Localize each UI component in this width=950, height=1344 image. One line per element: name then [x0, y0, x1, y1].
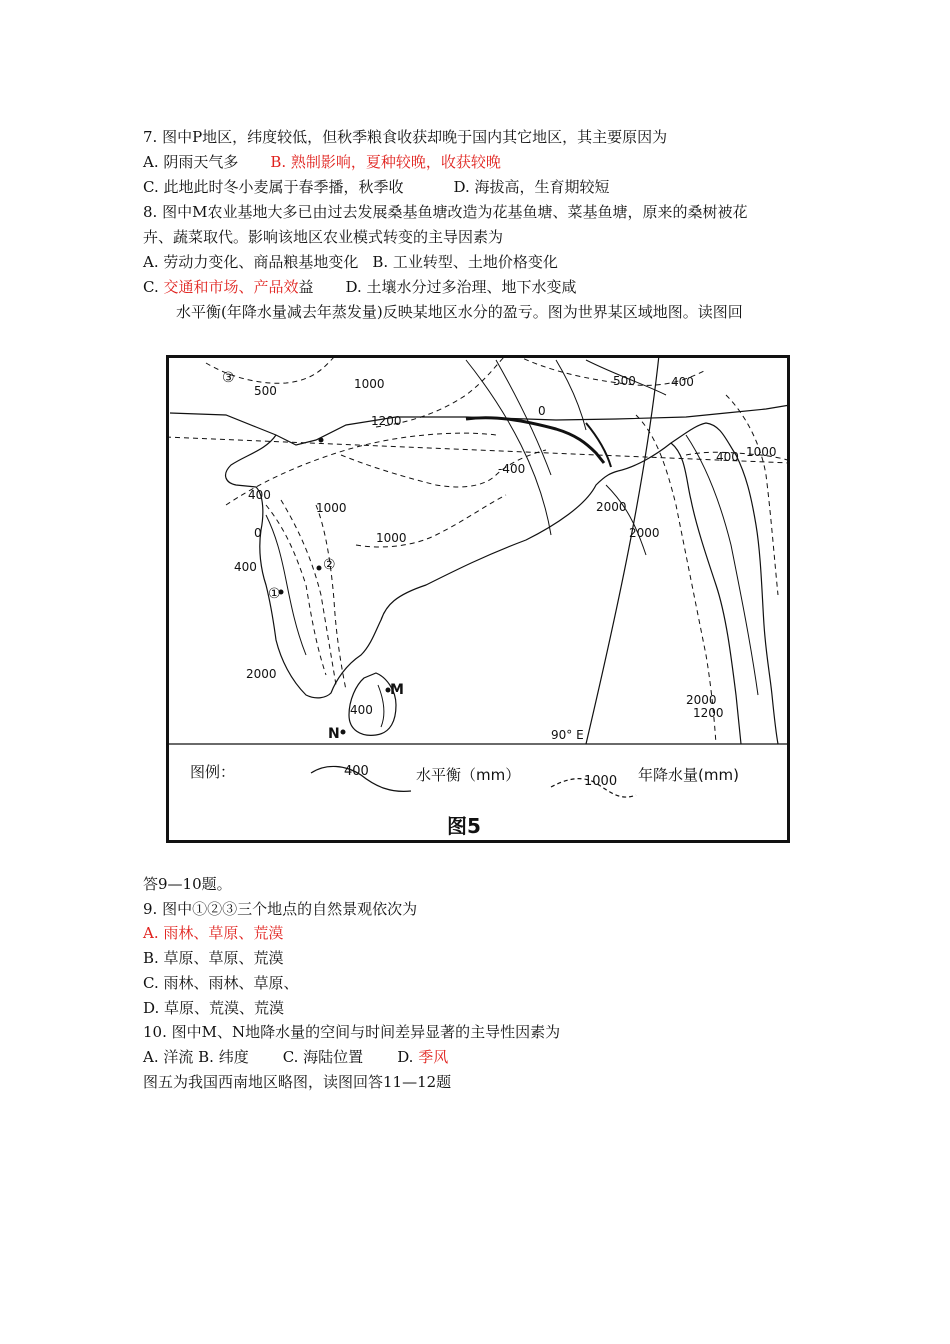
site-1-label: ① — [268, 586, 281, 602]
legend-line-value: 400 — [344, 764, 369, 779]
q9-option-b: B. 草原、草原、荒漠 — [143, 949, 284, 967]
q8-option-c-tail: 益 — [298, 278, 314, 296]
q8-option-c-answer: 交通和市场、产品效 — [163, 278, 299, 296]
label-400-d: 400 — [234, 560, 257, 574]
legend-title: 图例： — [190, 763, 236, 781]
label-1000-a: 1000 — [354, 377, 385, 391]
label-400-c: 400 — [248, 488, 271, 502]
legend-line-label: 水平衡（mm） — [416, 766, 521, 784]
label-400-a: 400 — [671, 375, 694, 389]
q10-option-d-answer: 季风 — [418, 1048, 449, 1066]
q10-options-ab: A. 洋流 B. 纬度 — [143, 1048, 249, 1066]
label-2000-d: 2000 — [686, 693, 717, 707]
figure-intro-line2: 答9—10题。 — [143, 875, 232, 893]
q7-options-row1 — [143, 152, 501, 172]
label-1200-b: 1200 — [693, 706, 724, 720]
q7-options-row2 — [143, 177, 610, 197]
label-1000-c: 1000 — [316, 501, 347, 515]
q9-option-a: A. 雨林、草原、荒漠 — [143, 924, 284, 942]
label-2000-a: 2000 — [596, 500, 627, 514]
legend-dash-label: 年降水量(mm) — [638, 766, 739, 784]
q8-option-b: B. 工业转型、土地价格变化 — [372, 253, 558, 271]
label-500-a: 500 — [254, 384, 277, 398]
q8-stem-line1: 8. 图中M农业基地大多已由过去发展桑基鱼塘改造为花基鱼塘、菜基鱼塘，原来的桑树被花 — [143, 203, 748, 221]
label-2000-c: 2000 — [246, 667, 277, 681]
map-svg — [166, 355, 790, 843]
site-2-label: ② — [323, 557, 336, 573]
site-n-label: N — [328, 726, 340, 742]
label-500-b: 500 — [613, 374, 636, 388]
q9-option-d: D. 草原、荒漠、荒漠 — [143, 999, 285, 1017]
map-figure — [166, 355, 790, 843]
q8-options-row1 — [143, 252, 558, 272]
q7-stem: 7. 图中P地区，纬度较低，但秋季粮食收获却晚于国内其它地区，其主要原因为 — [143, 128, 668, 146]
q8-option-c-prefix: C. — [143, 278, 159, 296]
q10-option-d-prefix: D. — [397, 1048, 414, 1066]
q7-option-d: D. 海拔高，生育期较短 — [453, 178, 610, 196]
q8-stem-line2: 卉、蔬菜取代。影响该地区农业模式转变的主导因素为 — [143, 228, 504, 246]
label-0: 0 — [538, 404, 546, 418]
legend-dash-value: 1000 — [584, 774, 618, 789]
figure-caption: 图5 — [447, 814, 481, 838]
label-0-b: 0 — [254, 526, 262, 540]
label-400-b: 400 — [716, 450, 739, 464]
q7-option-b: B. 熟制影响，夏种较晚，收获较晚 — [270, 153, 501, 171]
q9-stem: 9. 图中①②③三个地点的自然景观依次为 — [143, 900, 418, 918]
label-1000-d: 1000 — [376, 531, 407, 545]
next-section-intro: 图五为我国西南地区略图，读图回答11—12题 — [143, 1073, 452, 1091]
q8-option-d: D. 土壤水分过多治理、地下水变咸 — [345, 278, 577, 296]
label-2000-b: 2000 — [629, 526, 660, 540]
site-m-label: M — [390, 682, 404, 698]
label-1200: 1200 — [371, 414, 402, 428]
q8-options-row2 — [143, 277, 577, 297]
q7-option-c: C. 此地此时冬小麦属于春季播，秋季收 — [143, 178, 404, 196]
label-neg400: -400 — [498, 462, 526, 476]
q7-option-a: A. 阴雨天气多 — [143, 153, 239, 171]
q10-option-c: C. 海陆位置 — [282, 1048, 364, 1066]
q8-option-a: A. 劳动力变化、商品粮基地变化 — [143, 253, 359, 271]
q9-option-c: C. 雨林、雨林、草原、 — [143, 974, 299, 992]
site-3-label: ③ — [222, 370, 235, 386]
q10-stem: 10. 图中M、N地降水量的空间与时间差异显著的主导性因素为 — [143, 1023, 561, 1041]
q10-options — [143, 1047, 448, 1067]
meridian-label: 90° E — [551, 728, 584, 742]
figure-intro-line1: 水平衡(年降水量减去年蒸发量)反映某地区水分的盈亏。图为世界某区域地图。读图回 — [176, 303, 743, 321]
label-400-e: 400 — [350, 703, 373, 717]
label-1000-b: 1000 — [746, 445, 777, 459]
